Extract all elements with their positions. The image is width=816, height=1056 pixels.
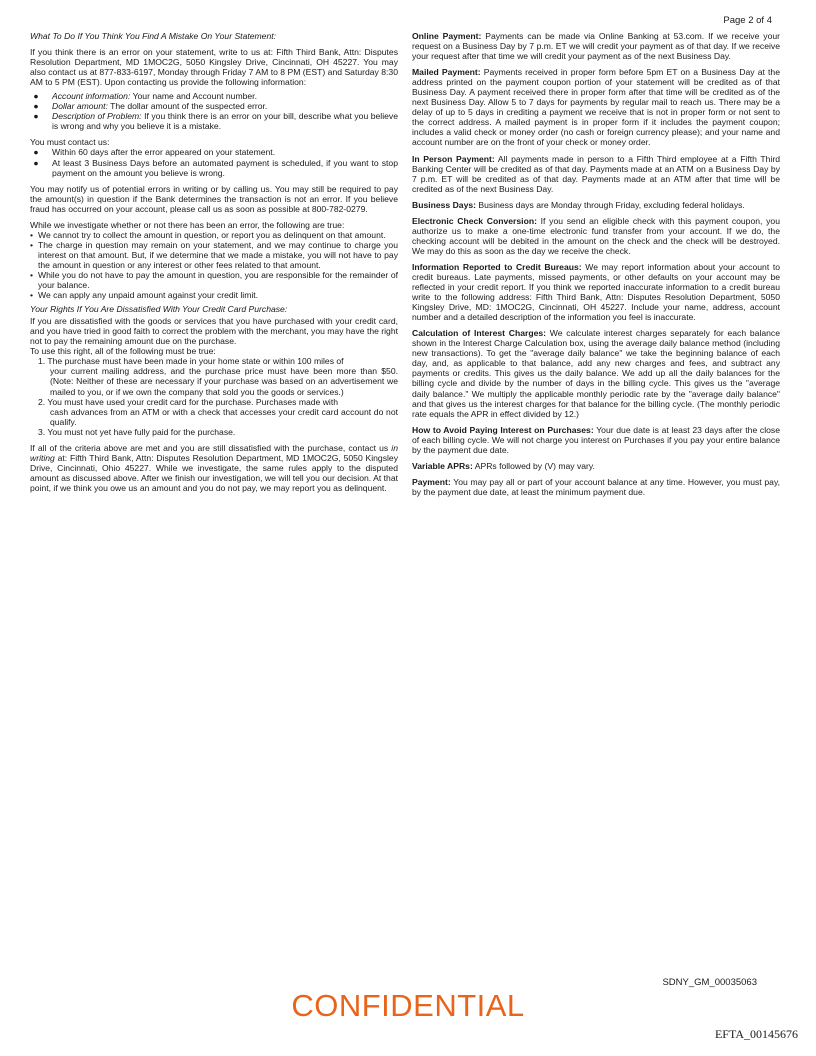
rights-heading: Your Rights If You Are Dissatisfied With Your Credit Card Purchase: xyxy=(30,304,288,315)
efta-number: EFTA_00145676 xyxy=(714,1027,798,1041)
list-item: ● Dollar amount: The dollar amount of the suspected error. xyxy=(30,101,398,111)
list-item: ● Within 60 days after the error appeared on your statement. xyxy=(30,147,398,157)
list-item: ● At least 3 Business Days before an automated payment is scheduled, if you want to stop payment on the amount you believe is wrong. xyxy=(30,158,398,178)
list-item: • We can apply any unpaid amount against your credit limit. xyxy=(30,290,259,301)
list-item: 1. The purchase must have been made in your home state or within 100 miles of your current mailing address, and the purchase price must have been more than $50. (Note: Neither of these are necessary if your purchase was based on an advertisement we mailed to you, or if we own the company that sold you the goods or services.) xyxy=(38,356,398,397)
contact-list xyxy=(30,147,398,177)
online-payment-section: Online Payment: Payments can be made via Online Banking at 53.com. If we receive your request on a Business Day by 7 p.m. ET we will credit your payment as of that day. If we receive your request after that time we will credit your payment as of the next Business Day. xyxy=(412,31,780,62)
rights-paragraph: If you are dissatisfied with the goods or services that you have purchased with your credit card, and you have tried in good faith to correct the problem with the merchant, you may have the right not to pay the remaining amount due on the purchase. xyxy=(30,316,398,347)
bullet-icon: ● xyxy=(33,101,39,112)
confidential-stamp: CONFIDENTIAL xyxy=(291,988,525,1023)
mistake-intro: If you think there is an error on your statement, write to us at: Fifth Third Bank, Attn: Disputes Resolution Department, MD 1MOC2G, 5050 Kingsley Drive, Cincinnati, OH 45227. You may also contact us at 877-833-6197, Monday through Friday 7 AM to 8 PM (EST) and Saturday 8:30 AM to 5 PM (EST). Upon contacting us provide the following information: xyxy=(30,47,398,88)
criteria-intro: To use this right, all of the following must be true: xyxy=(30,346,216,357)
bullet-icon: ● xyxy=(33,147,39,158)
bullet-icon: ● xyxy=(33,111,39,122)
list-item: • We cannot try to collect the amount in question, or report you as delinquent on that amount. xyxy=(30,229,386,240)
bullet-icon: • xyxy=(30,269,34,280)
bates-number: SDNY_GM_00035063 xyxy=(662,977,757,988)
page-number: Page 2 of 4 xyxy=(723,15,772,26)
investigate-intro: While we investigate whether or not there has been an error, the following are true: xyxy=(30,219,345,230)
criteria-list xyxy=(30,356,398,436)
list-item: ● Description of Problem: If you think there is an error on your bill, describe what you believe is wrong and why you believe it is a mistake. xyxy=(30,111,398,131)
left-column xyxy=(30,31,398,499)
bullet-icon: • xyxy=(30,229,34,240)
investigate-list xyxy=(30,230,398,300)
list-item: • The charge in question may remain on your statement, and we may continue to charge you interest on that amount. But, if we determine that we made a mistake, you will not have to pay the amount in question or any interest or other fees related to that amount. xyxy=(30,239,398,270)
business-days-section: Business Days: Business days are Monday through Friday, excluding federal holidays. xyxy=(412,199,745,210)
variable-aprs-section: Variable APRs: APRs followed by (V) may vary. xyxy=(412,460,595,471)
list-item: • While you do not have to pay the amount in question, you are responsible for the remainder of your balance. xyxy=(30,269,398,291)
list-item: ● Account information: Your name and Account number. xyxy=(30,91,398,101)
list-item: 3. You must not yet have fully paid for the purchase. xyxy=(38,426,236,437)
mistake-heading: What To Do If You Think You Find A Mistake On Your Statement: xyxy=(30,31,277,41)
contact-intro: You must contact us: xyxy=(30,137,110,148)
electronic-check-section: Electronic Check Conversion: If you send an eligible check with this payment coupon, you authorize us to make a one-time electronic fund transfer from your account. If we do, the checking account will be debited in the amount on the check and the check will be destroyed. We may do this as soon as the day we receive the check. xyxy=(412,215,780,256)
in-person-payment-section: In Person Payment: All payments made in person to a Fifth Third employee at a Fifth Third Banking Center will be credited as of that day. Payments made at an ATM on a Business Day by 7 p.m. ET will be credited as of that day. Payments made at an ATM after that time will be credited as of the next Business Day. xyxy=(412,153,780,194)
bullet-icon: • xyxy=(30,290,34,301)
notify-paragraph: You may notify us of potential errors in writing or by calling us. You may still be required to pay the amount(s) in question if the Bank determines the transaction is not an error. If you believe fraud has occurred on your account, please call us as soon as possible at 800-782-0279. xyxy=(30,183,398,214)
credit-bureaus-section: Information Reported to Credit Bureaus: We may report information about your account to credit bureaus. Late payments, missed payments, or other defaults on your account may be reflected in your credit report. If you think we reported inaccurate information to a credit bureau write to the following address: Fifth Third Bank, Attn: Disputes Resolution Department, 5050 Kingsley Drive, MD: 1MOC2G, Cincinnati, OH 45227. Include your name, address, account number and a detailed description of the information you feel is inaccurate. xyxy=(412,261,780,323)
final-paragraph: If all of the criteria above are met and you are still dissatisfied with the purchase, contact us in writing at: Fifth Third Bank, Attn: Disputes Resolution Department, MD 1MOC2G, 5050 Kingsley Drive, Cincinnati, Ohio 45227. While we investigate, the same rules apply to the disputed amount as discussed above. After we finish our investigation, we will tell you our decision. At that point, if we think you owe us an amount and you do not pay, we may report you as delinquent. xyxy=(30,442,398,493)
bullet-icon: ● xyxy=(33,157,39,168)
mailed-payment-section: Mailed Payment: Payments received in proper form before 5pm ET on a Business Day at the address printed on the payment coupon portion of your statement will be credited as of that Business Day. A payment received there in proper form after that time will be credited as of the next Business Day. Allow 5 to 7 days for payments by regular mail to reach us. There may be a delay of up to 5 days in crediting a payment we receive that is not in proper form or not sent to the correct address. A mailed payment is in proper form if it includes the payment coupon; includes a valid check or money order (no cash or foreign currency please); and your name and account number are on the front of your check or money order. xyxy=(412,67,780,148)
list-item: 2. You must have used your credit card for the purchase. Purchases made with cash advances from an ATM or with a check that accesses your credit card account do not qualify. xyxy=(38,396,398,427)
info-list xyxy=(30,91,398,131)
bullet-icon: ● xyxy=(33,91,39,102)
bullet-icon: • xyxy=(30,239,34,250)
avoid-interest-section: How to Avoid Paying Interest on Purchases: Your due date is at least 23 days after the close of each billing cycle. We will not charge you interest on Purchases if you pay your entire balance by the payment due date. xyxy=(412,424,780,455)
payment-section: Payment: You may pay all or part of your account balance at any time. However, you must pay, by the payment due date, at least the minimum payment due. xyxy=(412,476,780,497)
right-column xyxy=(412,31,780,503)
interest-calculation-section: Calculation of Interest Charges: We calculate interest charges separately for each balance shown in the Interest Charge Calculation box, using the average daily balance method (including new transactions). To get the "average daily balance" we take the beginning balance of each day, and, as applicable to that balance, add any new charges and fees, and subtract any payments or credits. This gives us the daily balance. We add up all the daily balances for the billing cycle and divide by the number of days in the billing cycle. This gives us the "average daily balance." We multiply the applicable monthly periodic rate by the "average daily balance" and that gives us the interest charges for that balance for the billing cycle. (The monthly periodic rate equals the APR in effect divided by 12.) xyxy=(412,328,780,419)
